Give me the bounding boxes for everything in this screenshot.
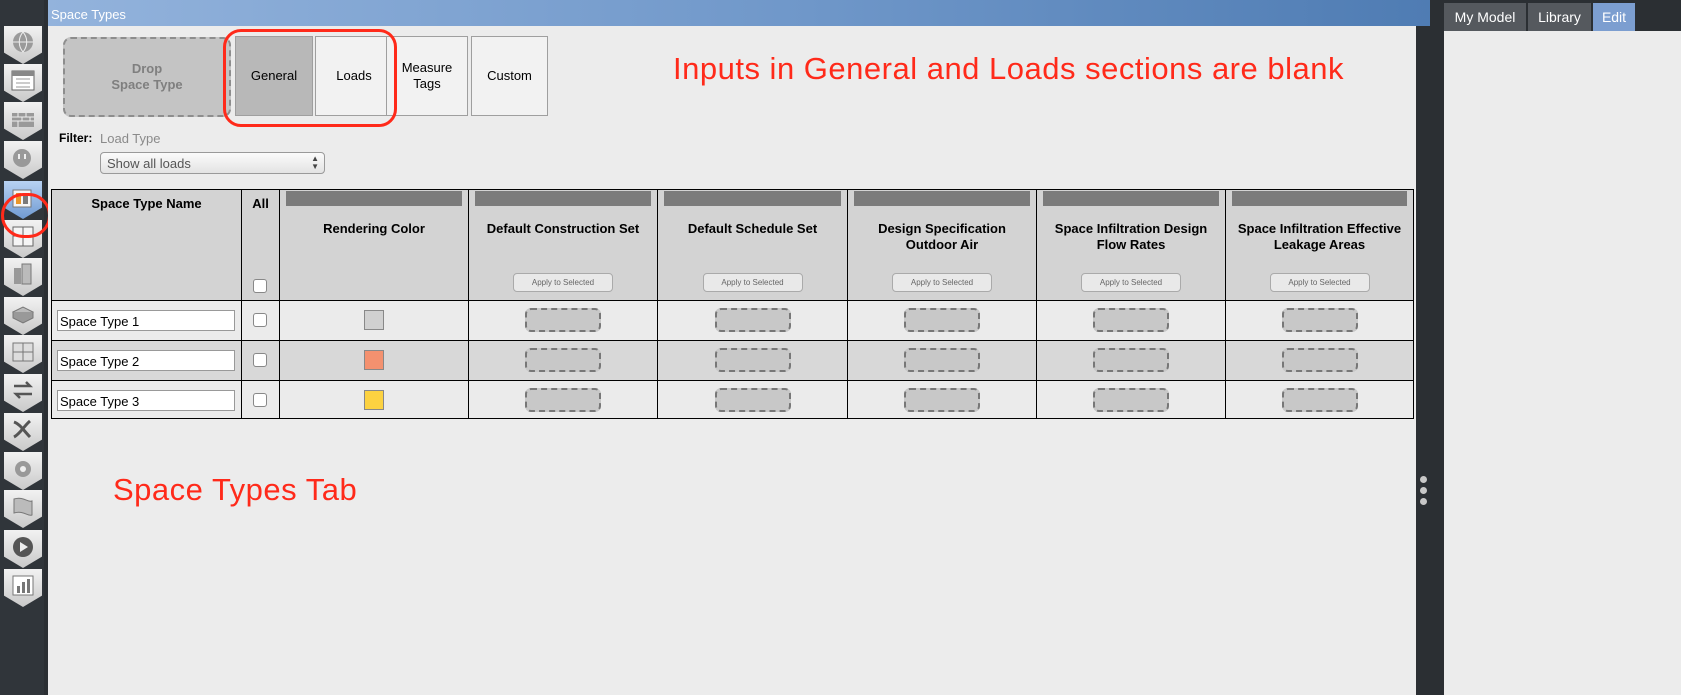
annotation-bottom: Space Types Tab xyxy=(113,472,358,507)
output-variables-icon xyxy=(9,416,37,442)
grid-cell xyxy=(658,381,848,419)
drop-slot[interactable] xyxy=(715,308,791,332)
header-column-4 xyxy=(1037,190,1226,301)
tab-general[interactable]: General xyxy=(235,36,313,116)
drop-slot[interactable] xyxy=(715,388,791,412)
space-type-name-field[interactable]: Space Type 1 xyxy=(57,310,235,331)
grid-cell xyxy=(280,381,469,419)
results-summary-icon xyxy=(9,572,37,598)
grid-cell xyxy=(1037,301,1226,341)
grid-cell xyxy=(469,341,658,381)
drop-slot[interactable] xyxy=(525,348,601,372)
toolbar-button-results-summary[interactable] xyxy=(4,569,42,607)
apply-to-selected-button[interactable]: Apply to Selected xyxy=(892,273,992,292)
toolbar-button-site[interactable] xyxy=(4,26,42,64)
toolbar-button-space-types[interactable] xyxy=(4,181,42,219)
row-select-cell xyxy=(242,341,280,381)
load-type-select[interactable] xyxy=(100,152,325,174)
space-type-name-field[interactable]: Space Type 3 xyxy=(57,390,235,411)
filter-type-label: Load Type xyxy=(100,131,161,146)
select-all-checkbox[interactable] xyxy=(253,279,267,293)
column-header-label: Default Schedule Set xyxy=(687,221,818,236)
header-column-1 xyxy=(469,190,658,301)
scripts-icon xyxy=(9,493,37,519)
drop-slot[interactable] xyxy=(1093,348,1169,372)
apply-to-selected-button[interactable]: Apply to Selected xyxy=(1081,273,1181,292)
header-all-cell xyxy=(242,190,280,301)
table-row xyxy=(52,341,242,381)
space-types-icon xyxy=(9,184,37,210)
grid-cell xyxy=(280,341,469,381)
toolbar-button-constructions[interactable] xyxy=(4,102,42,140)
column-header-label: Space Infiltration Effective Leakage Areas xyxy=(1237,221,1402,252)
facility-icon xyxy=(9,261,37,287)
row-select-cell xyxy=(242,301,280,341)
grid-cell xyxy=(1226,381,1414,419)
space-types-grid xyxy=(51,189,1414,419)
grid-cell xyxy=(1037,381,1226,419)
spaces-icon xyxy=(9,300,37,326)
grid-cell xyxy=(658,341,848,381)
table-row xyxy=(52,301,242,341)
right-tab-bar xyxy=(1444,0,1681,31)
apply-to-selected-button[interactable]: Apply to Selected xyxy=(1270,273,1370,292)
row-select-cell xyxy=(242,381,280,419)
grid-cell xyxy=(469,381,658,419)
toolbar-button-output-variables[interactable] xyxy=(4,413,42,451)
drop-slot[interactable] xyxy=(525,388,601,412)
drop-slot[interactable] xyxy=(1093,388,1169,412)
grid-cell xyxy=(848,301,1037,341)
drop-slot[interactable] xyxy=(1282,348,1358,372)
toolbar-button-thermal-zones[interactable] xyxy=(4,335,42,373)
column-header-label: Rendering Color xyxy=(323,221,425,236)
loads-icon xyxy=(9,144,37,170)
column-header-label: Space Infiltration Design Flow Rates xyxy=(1054,221,1208,252)
column-drop-bar[interactable] xyxy=(286,191,462,206)
tab-custom[interactable]: Custom xyxy=(471,36,548,116)
site-icon xyxy=(9,29,37,55)
annotation-top: Inputs in General and Loads sections are blank xyxy=(673,51,1344,86)
tab-library[interactable]: Library xyxy=(1528,3,1592,31)
constructions-icon xyxy=(9,105,37,131)
grip-dot xyxy=(1420,476,1427,483)
drop-zone-label: Drop Space Type xyxy=(111,61,183,92)
toolbar-button-hvac-systems[interactable] xyxy=(4,374,42,412)
apply-to-selected-button[interactable]: Apply to Selected xyxy=(513,273,613,292)
filter-label: Filter: xyxy=(59,131,93,145)
drop-slot[interactable] xyxy=(904,388,980,412)
drop-slot[interactable] xyxy=(1093,308,1169,332)
row-select-checkbox[interactable] xyxy=(253,393,267,407)
column-drop-bar[interactable] xyxy=(1232,191,1407,206)
header-column-2 xyxy=(658,190,848,301)
column-drop-bar[interactable] xyxy=(1043,191,1219,206)
panel-splitter[interactable] xyxy=(1416,26,1430,695)
header-space-type-name: Space Type Name xyxy=(91,196,202,211)
grid-cell xyxy=(1226,341,1414,381)
chevron-updown-icon: ▲ ▼ xyxy=(311,154,319,171)
row-select-checkbox[interactable] xyxy=(253,353,267,367)
header-column-0 xyxy=(280,190,469,301)
simulation-settings-icon xyxy=(9,455,37,481)
grid-cell xyxy=(469,301,658,341)
column-drop-bar[interactable] xyxy=(475,191,651,206)
toolbar-button-geometry[interactable] xyxy=(4,220,42,258)
header-column-5 xyxy=(1226,190,1414,301)
geometry-icon xyxy=(9,223,37,249)
toolbar-button-facility[interactable] xyxy=(4,258,42,296)
drop-slot[interactable] xyxy=(1282,308,1358,332)
tab-my-model[interactable]: My Model xyxy=(1444,3,1527,31)
drop-slot[interactable] xyxy=(904,308,980,332)
grid-cell xyxy=(848,381,1037,419)
grid-cell xyxy=(1037,341,1226,381)
toolbar-button-spaces[interactable] xyxy=(4,297,42,335)
grid-cell xyxy=(658,301,848,341)
window-title: Space Types xyxy=(51,7,126,22)
load-type-select-value: Show all loads xyxy=(107,156,191,171)
run-simulation-icon xyxy=(9,533,37,559)
thermal-zones-icon xyxy=(9,338,37,364)
toolbar-button-simulation-settings[interactable] xyxy=(4,452,42,490)
toolbar-button-scripts[interactable] xyxy=(4,490,42,528)
space-type-name-field[interactable]: Space Type 2 xyxy=(57,350,235,371)
drop-slot[interactable] xyxy=(1282,388,1358,412)
toolbar-button-run-simulation[interactable] xyxy=(4,530,42,568)
row-select-checkbox[interactable] xyxy=(253,313,267,327)
column-header-label: Design Specification Outdoor Air xyxy=(878,221,1006,252)
edit-panel xyxy=(1444,31,1681,695)
drop-space-type-zone[interactable] xyxy=(63,37,231,117)
schedules-icon xyxy=(9,67,37,93)
drop-slot[interactable] xyxy=(525,308,601,332)
drop-slot[interactable] xyxy=(904,348,980,372)
rendering-color-swatch[interactable] xyxy=(364,310,384,330)
apply-to-selected-button[interactable]: Apply to Selected xyxy=(703,273,803,292)
column-drop-bar[interactable] xyxy=(664,191,841,206)
tab-measure-tags[interactable]: Measure Tags xyxy=(386,36,468,116)
grid-cell xyxy=(848,341,1037,381)
grid-cell xyxy=(1226,301,1414,341)
column-header-label: Default Construction Set xyxy=(486,221,640,236)
grid-cell xyxy=(280,301,469,341)
rendering-color-swatch[interactable] xyxy=(364,390,384,410)
tab-edit[interactable]: Edit xyxy=(1593,3,1636,31)
column-drop-bar[interactable] xyxy=(854,191,1030,206)
toolbar-button-schedules[interactable] xyxy=(4,64,42,102)
drop-slot[interactable] xyxy=(715,348,791,372)
rendering-color-swatch[interactable] xyxy=(364,350,384,370)
header-name-cell xyxy=(52,190,242,301)
grip-dot xyxy=(1420,487,1427,494)
left-toolbar xyxy=(0,0,44,695)
hvac-systems-icon xyxy=(9,377,37,403)
title-bar xyxy=(48,0,1430,26)
header-column-3 xyxy=(848,190,1037,301)
header-all: All xyxy=(252,196,269,211)
tab-loads[interactable]: Loads xyxy=(315,36,393,116)
grip-dot xyxy=(1420,498,1427,505)
toolbar-button-loads[interactable] xyxy=(4,141,42,179)
table-row xyxy=(52,381,242,419)
